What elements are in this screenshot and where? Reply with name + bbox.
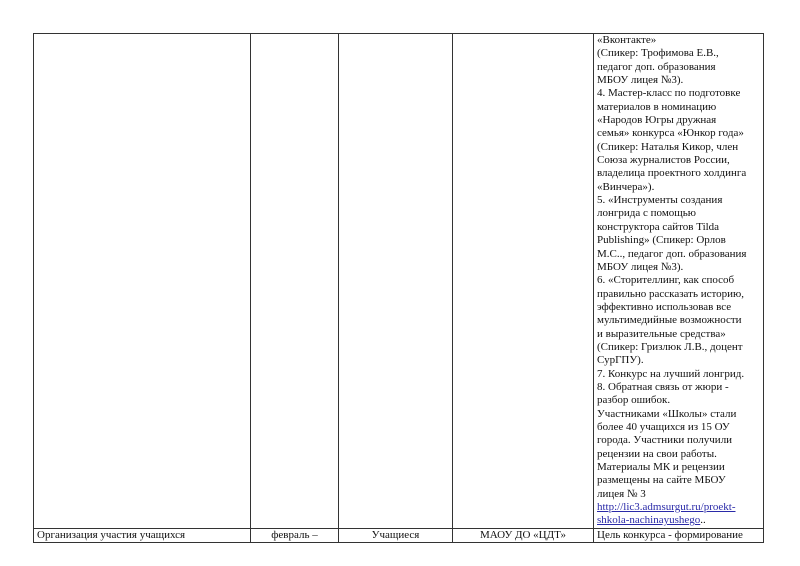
description-line: СурГПУ). [597,354,644,367]
description-line: педагог доп. образования [597,60,716,73]
description-line: Участниками «Школы» стали [597,407,737,420]
project-link-line [597,501,760,514]
link-suffix: .. [700,514,706,527]
description-line: (Спикер: Трофимова Е.В., [597,47,719,60]
description-line: МБОУ лицея №3). [597,260,684,273]
description-line: 6. «Сторителлинг, как способ [597,274,735,287]
cell-organizer [453,34,594,529]
cell-participants [339,34,453,529]
description-line: семья» конкурса «Юнкор года» [597,127,744,140]
description-line: владелица проектного холдинга [597,167,747,180]
description-line: 7. Конкурс на лучший лонгрид. [597,367,745,380]
description-line: 5. «Инструменты создания [597,194,723,207]
project-link-continued[interactable]: shkola-nachinayushego [597,514,701,527]
project-link[interactable]: http://lic3.admsurgut.ru/proekt- [597,501,736,514]
description-line: правильно рассказать историю, [597,287,745,300]
description-line: эффективно использовав все [597,300,732,313]
description-line: более 40 учащихся из 15 ОУ [597,420,730,433]
events-table [33,33,764,543]
description-line: разбор ошибок. [597,394,671,407]
description-line: и выразительные средства» [597,327,726,340]
cell-participants: Учащиеся [339,528,453,542]
description-line: «Народов Югры дружная [597,114,717,127]
cell-description: Цель конкурса - формирование [594,528,764,542]
cell-dates [251,34,339,529]
description-line: Publishing» (Спикер: Орлов [597,234,726,247]
cell-description [594,34,764,529]
project-link-line [597,514,760,527]
description-line: конструктора сайтов Tilda [597,220,720,233]
cell-dates: февраль – [251,528,339,542]
table-row [34,528,764,542]
description-line: Союза журналистов России, [597,154,730,167]
description-line: 4. Мастер-класс по подготовке [597,87,741,100]
description-line: размещены на сайте МБОУ [597,474,726,487]
cell-event-name: Организация участия учащихся [34,528,251,542]
description-line: рецензии на свои работы. [597,447,717,460]
cell-organizer: МАОУ ДО «ЦДТ» [453,528,594,542]
description-line: материалов в номинацию [597,100,717,113]
description-line: 8. Обратная связь от жюри - [597,380,729,393]
description-line: (Спикер: Наталья Кикор, член [597,140,739,153]
description-line: «Винчера»). [597,180,655,193]
description-line: «Вконтакте» [597,34,657,46]
table-row [34,34,764,529]
cell-event-name [34,34,251,529]
description-line: города. Участники получили [597,434,733,447]
description-line: М.С.., педагог доп. образования [597,247,747,260]
description-line: (Спикер: Гризлюк Л.В., доцент [597,340,743,353]
description-line: лонгрида с помощью [597,207,696,220]
description-line: лицея № 3 [597,487,646,500]
description-line: мультимедийные возможности [597,314,742,327]
description-line: МБОУ лицея №3). [597,74,684,87]
description-line: Материалы МК и рецензии [597,461,725,473]
